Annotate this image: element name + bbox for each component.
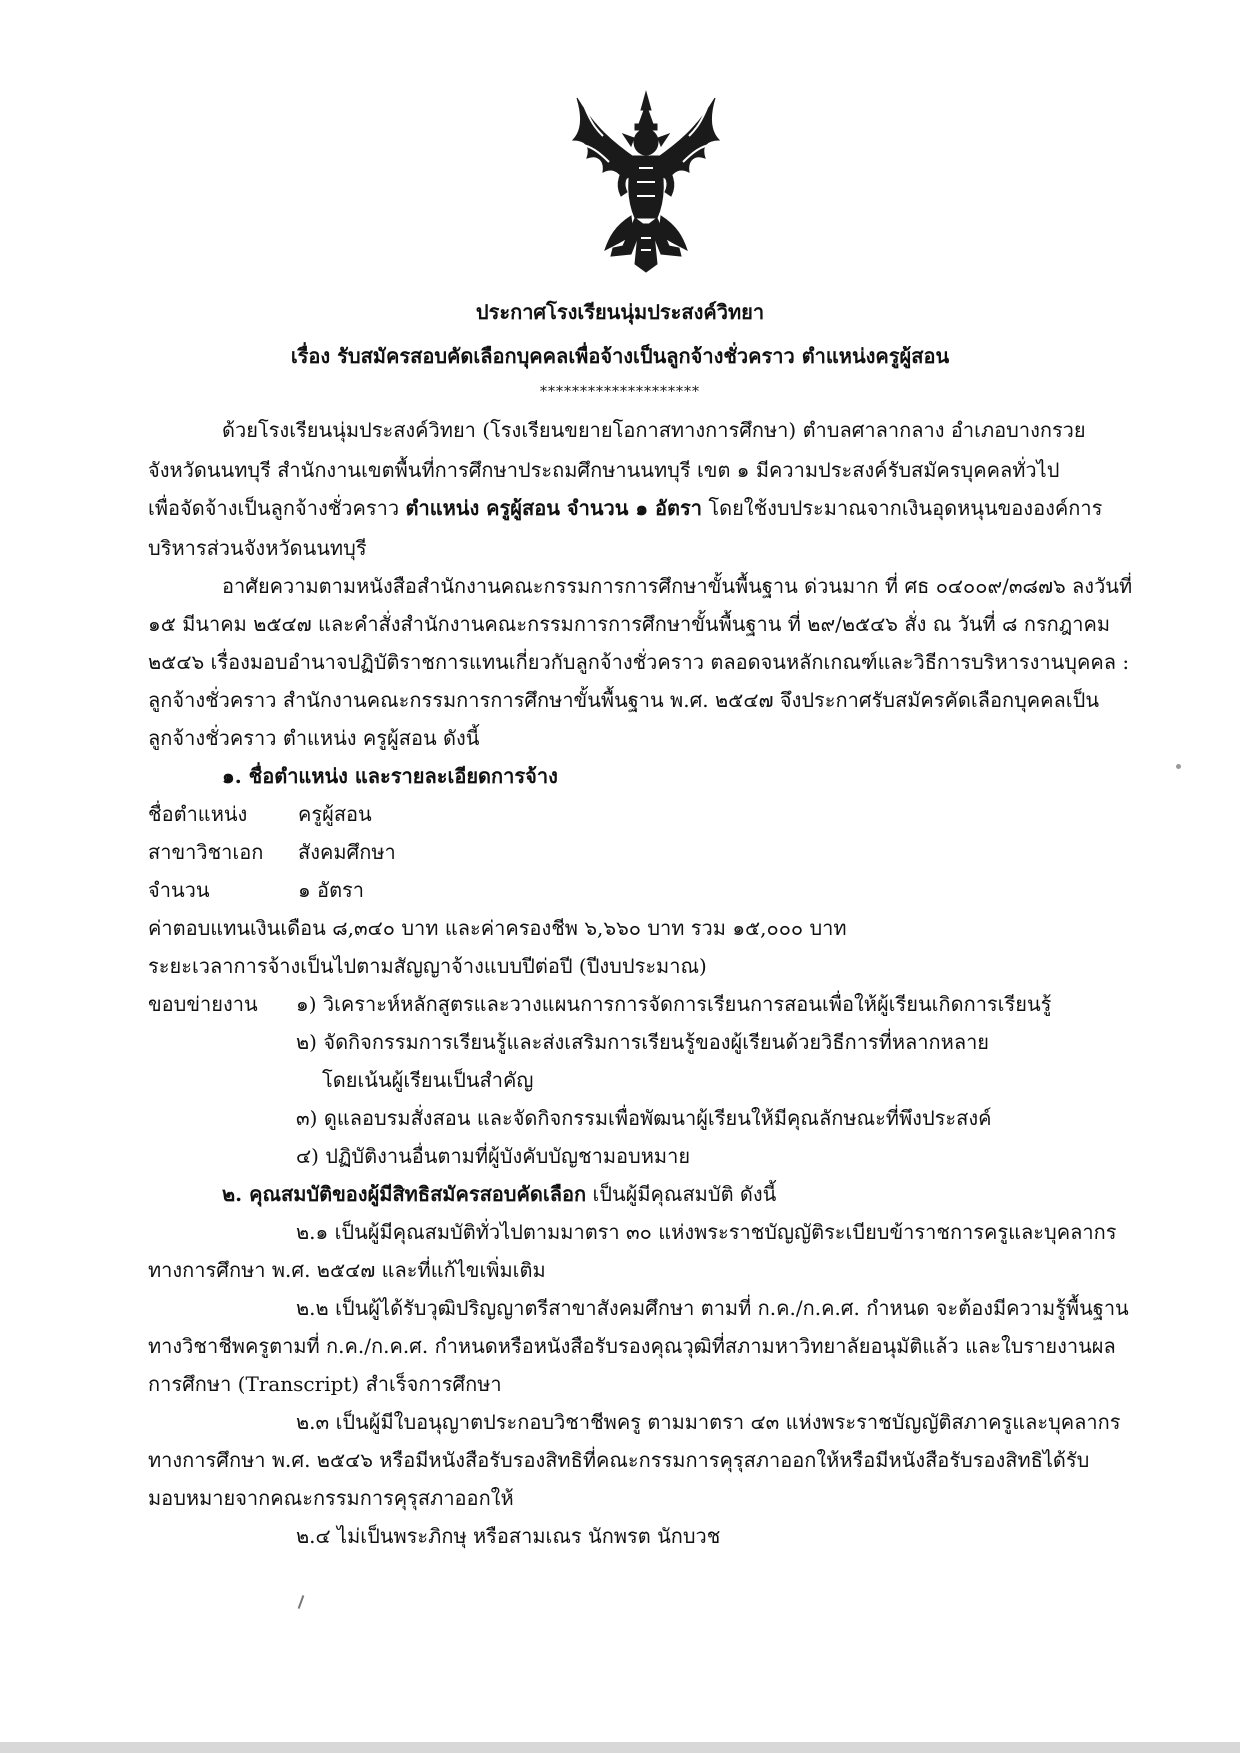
qual-2-1-line2: ทางการศึกษา พ.ศ. ๒๕๔๗ และที่แก้ไขเพิ่มเติม [148, 1258, 546, 1282]
announcement-subject: เรื่อง รับสมัครสอบคัดเลือกบุคคลเพื่อจ้างเป็นลูกจ้างชั่วคราว ตำแหน่งครูผู้สอน [290, 344, 950, 368]
row-value-position: ครูผู้สอน [298, 802, 372, 826]
header-divider: ******************** [540, 384, 700, 400]
intro-p2-line1: อาศัยความตามหนังสือสำนักงานคณะกรรมการการศึกษาขั้นพื้นฐาน ด่วนมาก ที่ ศธ ๐๔๐๐๙/๓๘๗๖ ลงวันที่ [222, 574, 1133, 598]
scan-dot [1176, 764, 1181, 769]
scope-item-1: ๑) วิเคราะห์หลักสูตรและวางแผนการการจัดการเรียนการสอนเพื่อให้ผู้เรียนเกิดการเรียนรู้ [296, 992, 1052, 1016]
scope-item-4: ๔) ปฏิบัติงานอื่นตามที่ผู้บังคับบัญชามอบหมาย [296, 1144, 691, 1168]
row-label-count: จำนวน [148, 878, 210, 902]
scope-item-2: ๒) จัดกิจกรรมการเรียนรู้และส่งเสริมการเรียนรู้ของผู้เรียนด้วยวิธีการที่หลากหลาย [296, 1030, 990, 1054]
scope-item-2-cont: โดยเน้นผู้เรียนเป็นสำคัญ [322, 1068, 534, 1092]
salary-line: ค่าตอบแทนเงินเดือน ๘,๓๔๐ บาท และค่าครองชีพ ๖,๖๖๐ บาท รวม ๑๕,๐๐๐ บาท [148, 916, 847, 940]
position-highlight: ตำแหน่ง ครูผู้สอน จำนวน ๑ อัตรา [405, 496, 702, 520]
qual-2-3-line1: ๒.๓ เป็นผู้มีใบอนุญาตประกอบวิชาชีพครู ตามมาตรา ๔๓ แห่งพระราชบัญญัติสภาครูและบุคลากร [296, 1410, 1121, 1434]
section2-heading-bold: ๒. คุณสมบัติของผู้มีสิทธิสมัครสอบคัดเลือก [222, 1182, 587, 1206]
qual-2-2-line3: การศึกษา (Transcript) สำเร็จการศึกษา [148, 1372, 502, 1396]
intro-p1-line3-text: เพื่อจัดจ้างเป็นลูกจ้างชั่วคราว [148, 496, 400, 520]
period-line: ระยะเวลาการจ้างเป็นไปตามสัญญาจ้างแบบปีต่อปี (ปีงบประมาณ) [148, 954, 707, 978]
scan-bottom-edge [0, 1742, 1240, 1753]
scan-mark [298, 1595, 305, 1609]
qual-2-3-line3: มอบหมายจากคณะกรรมการคุรุสภาออกให้ [148, 1486, 514, 1510]
garuda-emblem-icon [565, 88, 727, 274]
qual-2-1-line1: ๒.๑ เป็นผู้มีคุณสมบัติทั่วไปตามมาตรา ๓๐ แห่งพระราชบัญญัติระเบียบข้าราชการครูและบุคลากร [296, 1220, 1117, 1244]
intro-p1-line2: จังหวัดนนทบุรี สำนักงานเขตพื้นที่การศึกษาประถมศึกษานนทบุรี เขต ๑ มีความประสงค์รับสมัครบุคคลทั่วไป [148, 458, 1060, 482]
intro-p2-line5: ลูกจ้างชั่วคราว ตำแหน่ง ครูผู้สอน ดังนี้ [148, 726, 480, 750]
section2-heading [222, 1182, 776, 1206]
scope-label: ขอบข่ายงาน [148, 992, 258, 1016]
intro-p1-line3-tail: โดยใช้งบประมาณจากเงินอุดหนุนขององค์การ [708, 496, 1103, 520]
intro-p2-line3: ๒๕๔๖ เรื่องมอบอำนาจปฏิบัติราชการแทนเกี่ยวกับลูกจ้างชั่วคราว ตลอดจนหลักเกณฑ์และวิธีการบริหารงานบุคคล : [148, 650, 1130, 674]
section1-heading: ๑. ชื่อตำแหน่ง และรายละเอียดการจ้าง [222, 764, 558, 788]
intro-p1-line1: ด้วยโรงเรียนนุ่มประสงค์วิทยา (โรงเรียนขยายโอกาสทางการศึกษา) ตำบลศาลากลาง อำเภอบางกรวย [222, 418, 1086, 442]
row-label-position: ชื่อตำแหน่ง [148, 802, 248, 826]
scope-item-3: ๓) ดูแลอบรมสั่งสอน และจัดกิจกรรมเพื่อพัฒนาผู้เรียนให้มีคุณลักษณะที่พึงประสงค์ [296, 1106, 992, 1130]
intro-p2-line4: ลูกจ้างชั่วคราว สำนักงานคณะกรรมการการศึกษาขั้นพื้นฐาน พ.ศ. ๒๕๔๗ จึงประกาศรับสมัครคัดเลือกบุคคลเป็น [148, 688, 1099, 712]
row-value-major: สังคมศึกษา [298, 840, 396, 864]
qual-2-2-line2: ทางวิชาชีพครูตามที่ ก.ค./ก.ค.ศ. กำหนดหรือหนังสือรับรองคุณวุฒิที่สภามหาวิทยาลัยอนุมัติแล้ว และใบรายงานผล [148, 1334, 1116, 1358]
row-value-count: ๑ อัตรา [298, 878, 365, 902]
intro-p1-line3 [148, 496, 1102, 520]
intro-p2-line2: ๑๕ มีนาคม ๒๕๔๗ และคำสั่งสำนักงานคณะกรรมการการศึกษาขั้นพื้นฐาน ที่ ๒๙/๒๕๔๖ สั่ง ณ วันที่ ๘ กรกฎาคม [148, 612, 1111, 636]
row-label-major: สาขาวิชาเอก [148, 840, 264, 864]
intro-p1-line4: บริหารส่วนจังหวัดนนทบุรี [148, 536, 367, 560]
qual-2-3-line2: ทางการศึกษา พ.ศ. ๒๕๔๖ หรือมีหนังสือรับรองสิทธิที่คณะกรรมการคุรุสภาออกให้หรือมีหนังสือรับรองสิทธิได้รับ [148, 1448, 1090, 1472]
qual-2-2-line1: ๒.๒ เป็นผู้ได้รับวุฒิปริญญาตรีสาขาสังคมศึกษา ตามที่ ก.ค./ก.ค.ศ. กำหนด จะต้องมีความรู้พื้นฐาน [296, 1296, 1129, 1320]
announcement-title: ประกาศโรงเรียนนุ่มประสงค์วิทยา [475, 300, 765, 324]
qual-2-4-line1: ๒.๔ ไม่เป็นพระภิกษุ หรือสามเณร นักพรต นักบวช [296, 1524, 721, 1548]
section2-heading-tail: เป็นผู้มีคุณสมบัติ ดังนี้ [592, 1182, 777, 1206]
